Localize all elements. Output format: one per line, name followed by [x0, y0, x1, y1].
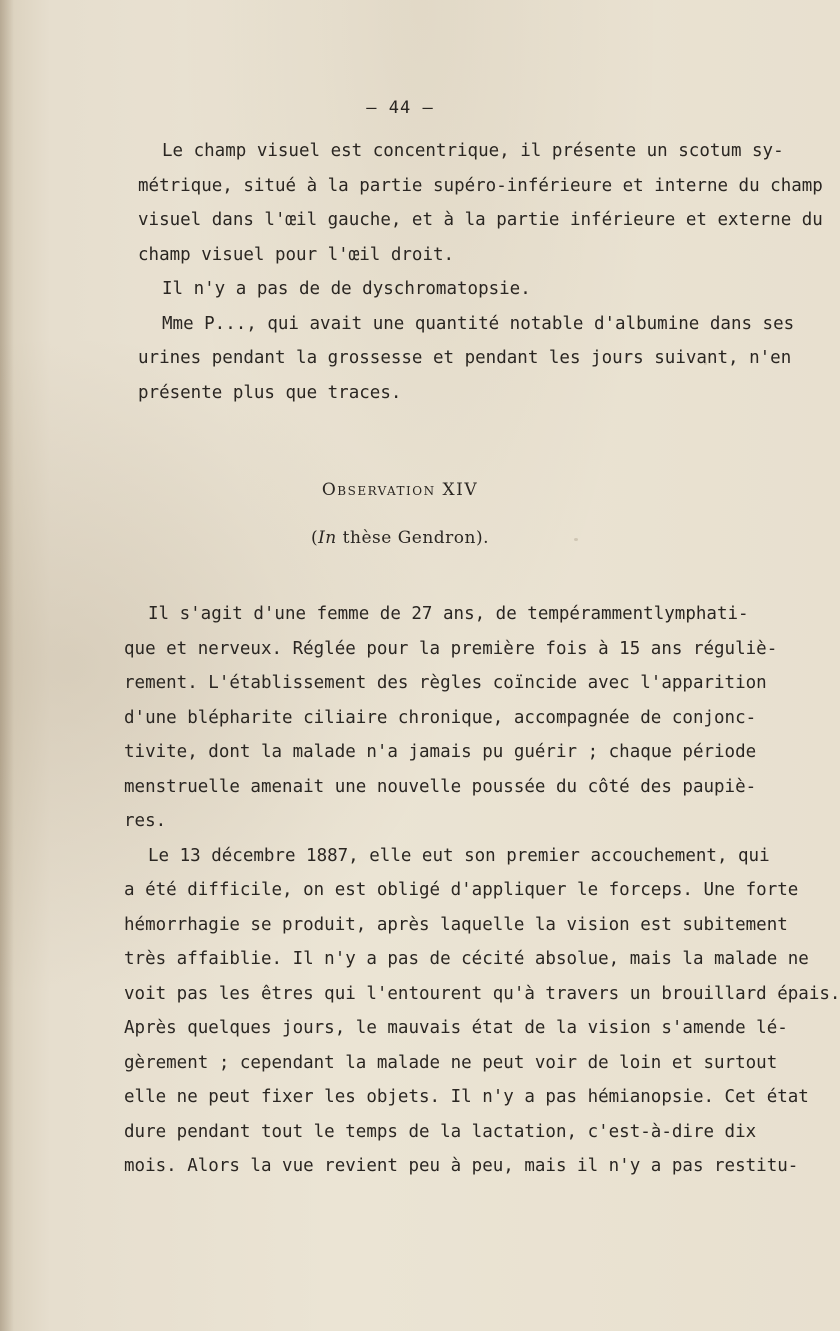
text-line: dure pendant tout le temps de la lactation, c'est-à-dire dix: [124, 1121, 757, 1142]
text-line: visuel dans l'œil gauche, et à la partie inférieure et externe du: [138, 210, 823, 230]
text-line: Après quelques jours, le mauvais état de la vision s'amende lé-: [124, 1018, 788, 1038]
paragraph: [124, 839, 840, 1184]
text-line: que et nerveux. Réglée pour la première fois à 15 ans réguliè-: [124, 638, 778, 659]
paragraph: [138, 272, 730, 307]
text-line: tivite, dont la malade n'a jamais pu guérir ; chaque période: [124, 742, 757, 762]
observation-source: [0, 528, 800, 548]
page-edge-shadow: [0, 0, 14, 1331]
page-number: — 44 —: [366, 98, 434, 118]
text-line: Le champ visuel est concentrique, il présente un scotum sy-: [162, 141, 784, 161]
text-line: Il s'agit d'une femme de 27 ans, de tempérammentlymphati-: [148, 604, 749, 624]
text-line: voit pas les êtres qui l'entourent qu'à travers un brouillard épais.: [124, 983, 840, 1004]
paragraph: [138, 134, 823, 272]
text-line: mois. Alors la vue revient peu à peu, mais il n'y a pas restitu-: [124, 1156, 799, 1176]
text-line: présente plus que traces.: [138, 382, 402, 403]
source-prefix: (: [310, 528, 319, 548]
text-line: rement. L'établissement des règles coïncide avec l'apparition: [124, 673, 767, 693]
text-block-top: [138, 134, 823, 410]
text-line: gèrement ; cependant la malade ne peut voir de loin et surtout: [124, 1052, 778, 1073]
text-line: elle ne peut fixer les objets. Il n'y a pas hémianopsie. Cet état: [124, 1087, 809, 1107]
text-line: res.: [124, 811, 167, 831]
paragraph: [138, 307, 795, 411]
text-line: d'une blépharite ciliaire chronique, accompagnée de conjonc-: [124, 707, 757, 728]
text-line: hémorrhagie se produit, après laquelle la vision est subitement: [124, 914, 788, 935]
source-italic: In: [318, 528, 337, 548]
text-line: menstruelle amenait une nouvelle poussée du côté des paupiè-: [124, 776, 757, 797]
text-line: a été difficile, on est obligé d'appliquer le forceps. Une forte: [124, 880, 799, 900]
text-line: urines pendant la grossesse et pendant les jours suivant, n'en: [138, 348, 792, 368]
text-line: très affaiblie. Il n'y a pas de cécité absolue, mais la malade ne: [124, 949, 809, 969]
text-line: métrique, situé à la partie supéro-inférieure et interne du champ: [138, 175, 823, 196]
paragraph: [124, 597, 778, 839]
observation-title: Observation XIV: [321, 480, 479, 500]
text-line: Il n'y a pas de de dyschromatopsie.: [162, 279, 531, 299]
text-line: champ visuel pour l'œil droit.: [138, 244, 455, 265]
text-line: Le 13 décembre 1887, elle eut son premier accouchement, qui: [148, 845, 770, 866]
text-block-bottom: [124, 597, 840, 1184]
source-rest: thèse Gendron).: [336, 528, 490, 548]
text-line: Mme P..., qui avait une quantité notable d'albumine dans ses: [162, 313, 795, 334]
